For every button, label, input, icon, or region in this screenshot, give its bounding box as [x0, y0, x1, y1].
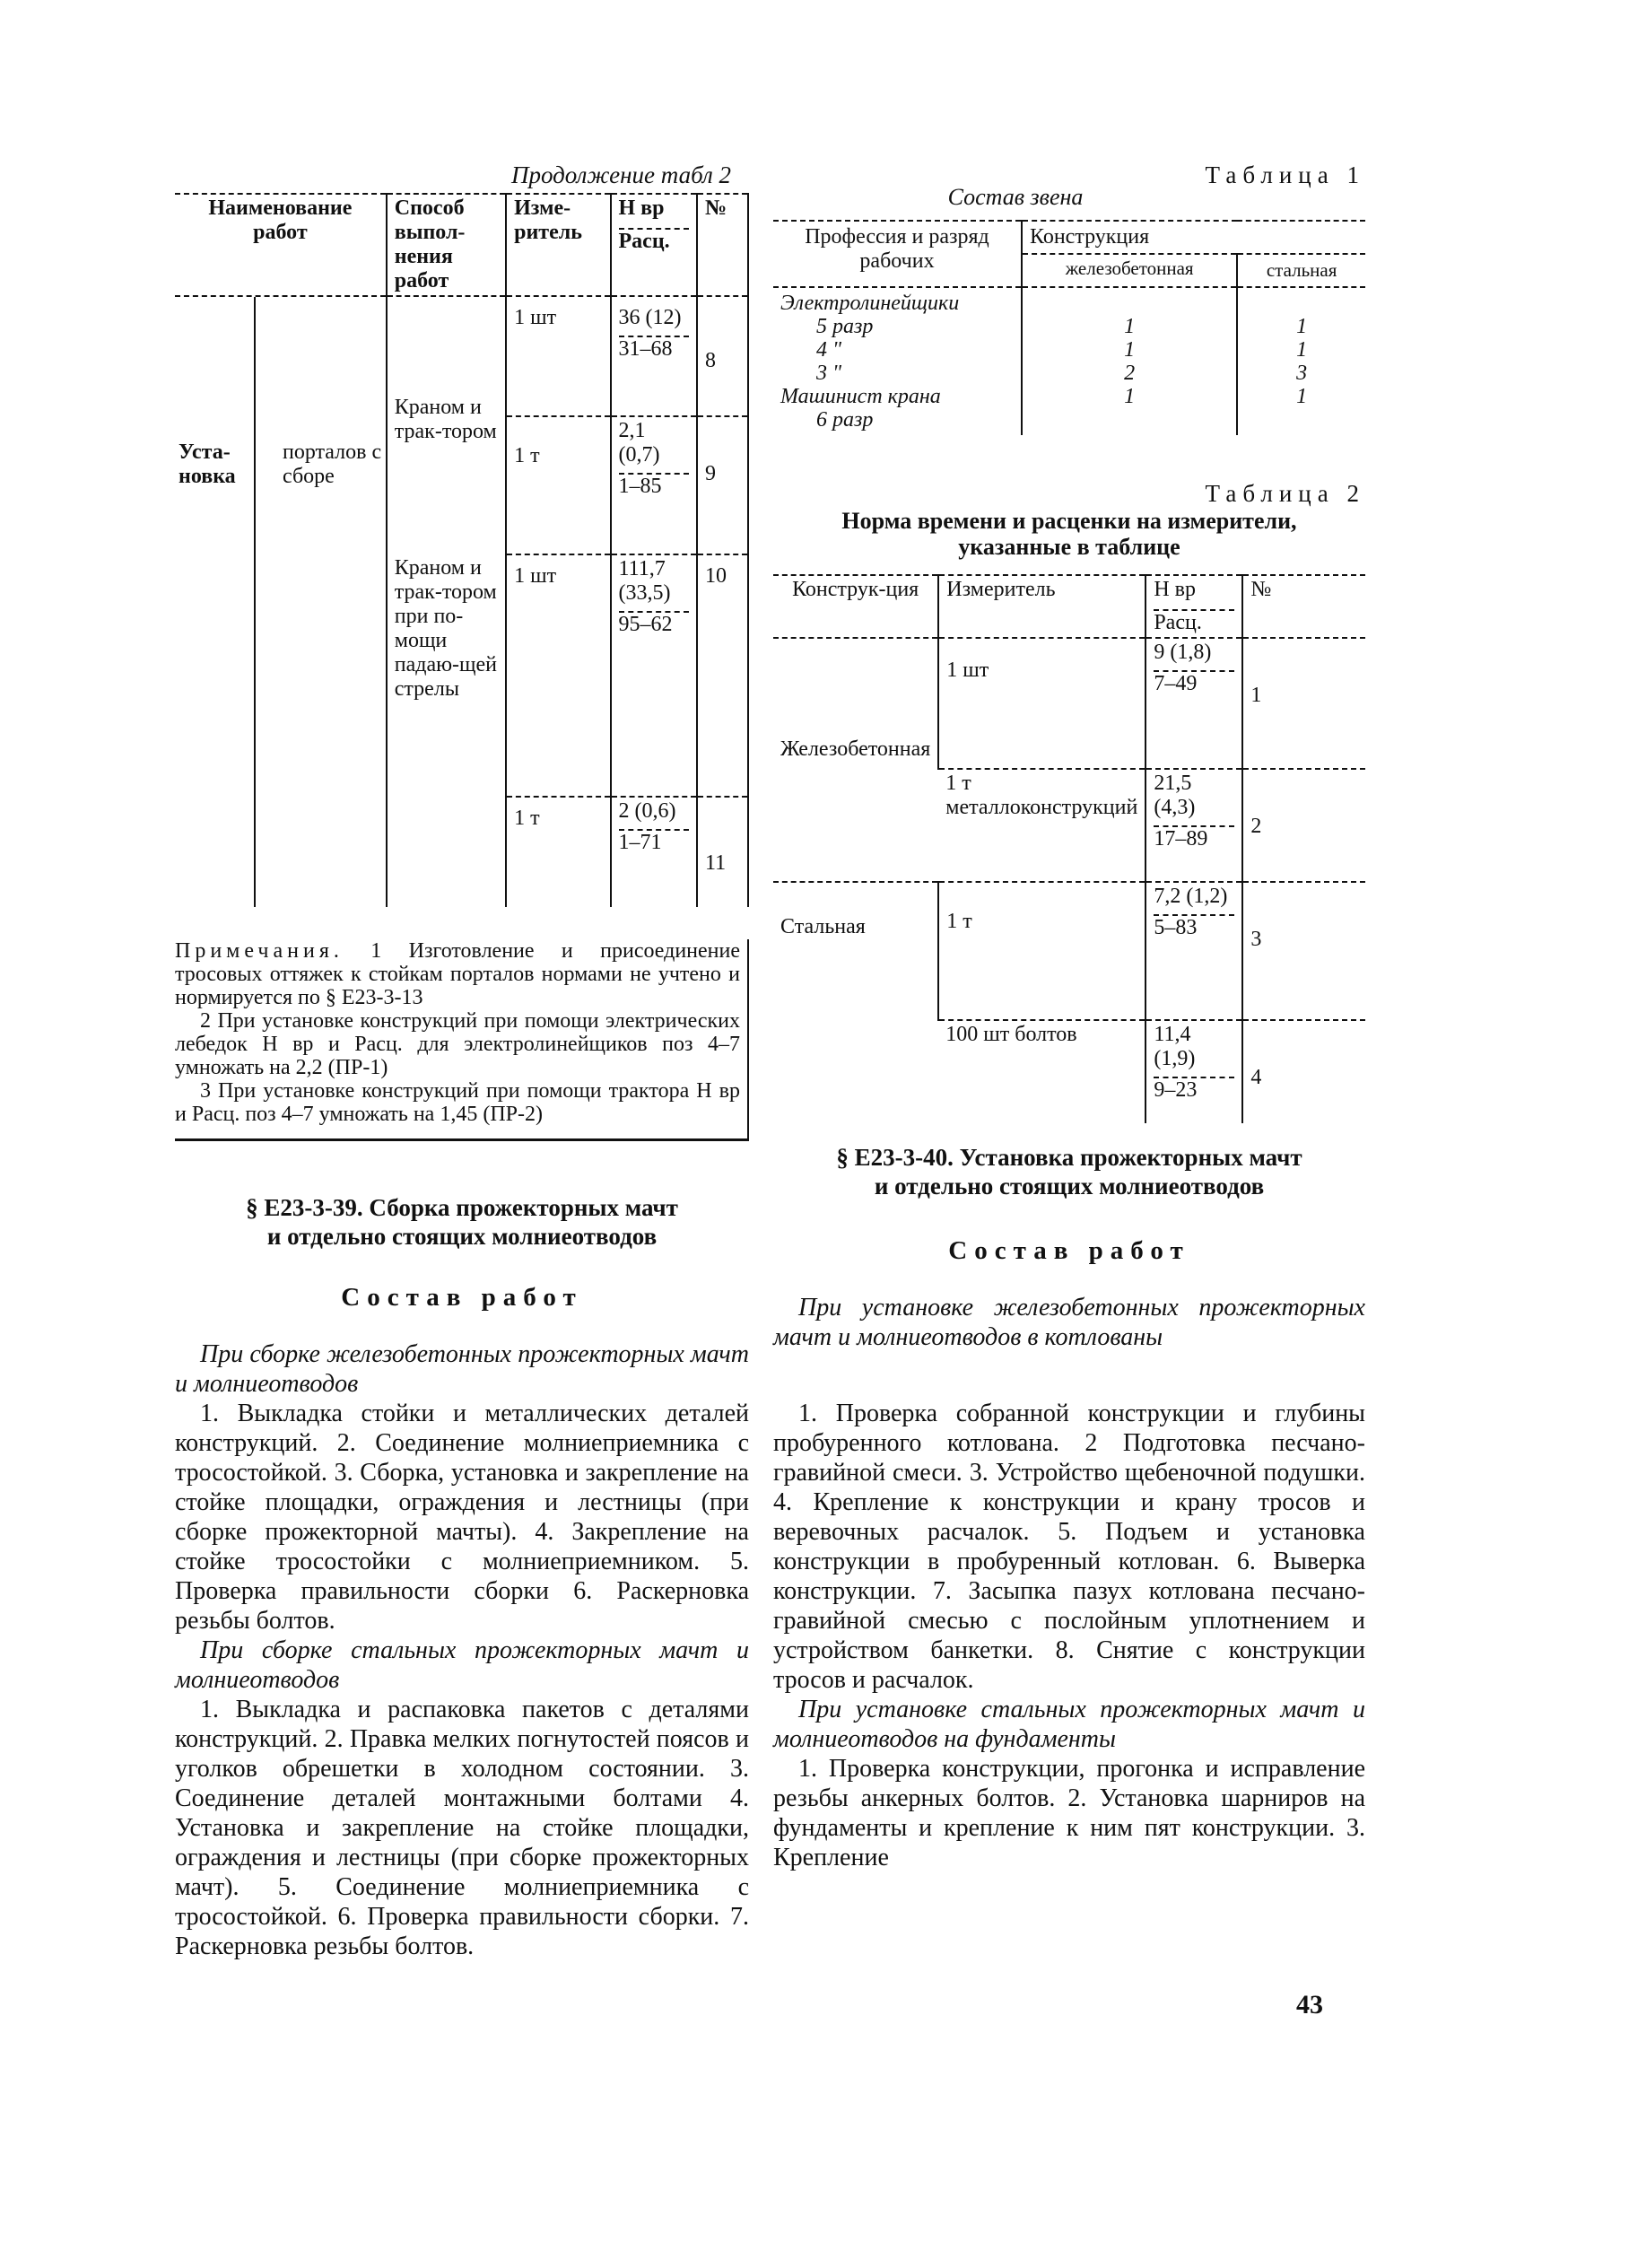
col-header-num: № [1242, 575, 1365, 638]
page-number: 43 [1296, 1990, 1323, 2019]
note-2: 2 При установке конструкций при помощи электрических лебедок Н вр и Расц. для электролинейщиков поз 4–7 умножать на 2,2 (ПР-1) [175, 1009, 740, 1079]
table2-caption-line-2: указанные в таблице [958, 534, 1180, 560]
paragraph-steel: 1. Проверка конструкции, прогонка и исправление резьбы анкерных болтов. 2. Установка шарниров на фундаменты и крепление к ним пят конструкции. 3. Крепление [773, 1755, 1365, 1871]
num-cell: 10 [697, 554, 748, 797]
steel-count: 1 [1296, 385, 1308, 408]
nvr-value: 2 (0,6) [618, 799, 676, 823]
nvr-cell [1146, 882, 1242, 1020]
table1-rc-values [1022, 287, 1237, 435]
grade-label: 5 разр [816, 315, 874, 338]
nvr-value: 7,2 (1,2) [1154, 885, 1228, 908]
crew-composition-table [773, 220, 1365, 435]
rasc-value: 1–85 [619, 473, 690, 499]
nvr-value: 111,7 (33,5) [618, 557, 671, 605]
rasc-value: 95–62 [619, 611, 690, 637]
construction-cell: Стальная [780, 915, 866, 938]
subheading-steel: При сборке стальных прожекторных мачт и молниеотводов [175, 1636, 749, 1694]
col-header-work: Наименование работ [175, 194, 387, 296]
unit-cell: 1 т металлоконструкций [938, 769, 1146, 882]
nvr-value: 9 (1,8) [1154, 641, 1212, 664]
unit-cell: 100 шт болтов [945, 1023, 1077, 1046]
unit-cell: 1 шт [938, 638, 1146, 769]
section-title-line-1: § Е23-3-39. Сборка прожекторных мачт [246, 1194, 678, 1221]
note-1-text: 1 Изготовление и присоединение тросовых оттяжек к стойкам порталов нормами не учтено и нормируется по § Е23-3-13 [175, 939, 741, 1009]
col-header-method: Способ выпол-нения работ [387, 194, 506, 296]
rc-count: 1 [1124, 338, 1136, 362]
subheading-steel: При установке стальных прожекторных мачт и молниеотводов на фундаменты [773, 1696, 1365, 1753]
table-row [773, 638, 1365, 769]
section-title-line-2: и отдельно стоящих молниеотводов [874, 1173, 1265, 1199]
nvr-value: 11,4 (1,9) [1154, 1023, 1196, 1070]
header-nvr-label: Н вр [618, 196, 665, 220]
rc-count: 1 [1124, 315, 1136, 338]
section-title-line-1: § Е23-3-40. Установка прожекторных мачт [836, 1144, 1302, 1171]
method-cell: Краном и трак-тором [387, 296, 506, 554]
table1-header-row [773, 221, 1365, 254]
num-cell: 2 [1242, 769, 1365, 882]
unit-cell: 1 шт [506, 296, 610, 416]
nvr-value: 36 (12) [618, 306, 682, 329]
num-cell: 4 [1242, 1020, 1365, 1123]
table-notes [175, 939, 749, 1141]
section-title-line-2: и отдельно стоящих молниеотводов [266, 1223, 658, 1250]
unit-cell: 1 шт [506, 554, 610, 797]
grade-label: 6 разр [816, 408, 874, 432]
table1-body-row [773, 287, 1365, 435]
paragraph-steel: 1. Выкладка и распаковка пакетов с деталями конструкций. 2. Правка мелких погнутостей поясов и уголков обрешетки в холодном состоянии. 3. Соединение деталей монтажными болтами 4. Установка и закрепление на стойке площадки, ограждения и лестницы (при сборке прожекторных мачт). 5. Соединение молниеприемника с тросостойкой. 6. Проверка правильности сборки. 7. Раскерновка резьбы болтов. [175, 1696, 749, 1960]
rc-count: 1 [1124, 385, 1136, 408]
nvr-cell [1146, 1020, 1242, 1123]
work-group-label: Уста-новка [179, 441, 236, 488]
nvr-cell [1146, 638, 1242, 769]
nvr-cell [1146, 769, 1242, 882]
header-rasc-label: Расц. [1154, 609, 1234, 635]
rasc-value: 1–71 [619, 829, 690, 855]
num-cell: 3 [1242, 882, 1365, 1020]
table2-caption-line-1: Норма времени и расценки на измерители, [841, 508, 1297, 534]
paragraph-rc: 1. Проверка собранной конструкции и глубины пробуренного котлована. 2 Подготовка песчано-гравийной смеси. 3. Устройство щебеночной подушки. 4. Крепление к конструкции и крану тросов и веревочных расчалок. 5. Подъем и установка конструкции в пробуренный котлован. 6. Выверка конструкции. 7. Засыпка пазух котлована песчано-гравийной смесью с послойным уплотнением и устройством банкетки. 8. Снятие с конструкции тросов и расчалок. [773, 1400, 1365, 1694]
installation-norms-table [175, 193, 749, 907]
col-header-profession: Профессия и разряд рабочих [773, 221, 1022, 287]
table-header-row [175, 194, 748, 296]
num-cell: 11 [697, 797, 748, 907]
section-title-e23-3-40 [773, 1143, 1365, 1200]
rasc-value: 5–83 [1154, 914, 1234, 940]
section-title-e23-3-39 [175, 1193, 749, 1251]
table-continuation-caption: Продолжение табл 2 [510, 161, 731, 188]
rasc-value: 31–68 [619, 336, 690, 362]
note-3: 3 При установке конструкций при помощи трактора Н вр и Расц. поз 4–7 умножать на 1,45 (ПР-2) [175, 1079, 740, 1126]
header-nvr-label: Н вр [1154, 578, 1196, 601]
table1-professions-cell [773, 287, 1022, 435]
num-cell: 1 [1242, 638, 1365, 769]
col-header-nvr [1146, 575, 1242, 638]
unit-cell: 1 т [506, 797, 610, 907]
table2-label: Таблица 2 [1205, 480, 1365, 507]
table1-label: Таблица 1 [1205, 161, 1365, 188]
grade-label: 4 " [816, 338, 842, 362]
construction-cell: Железобетонная [773, 638, 938, 882]
col-header-steel: стальная [1237, 254, 1365, 287]
nvr-cell [611, 296, 698, 416]
unit-cell: 1 т [938, 882, 1146, 1020]
work-name-cell [175, 296, 387, 907]
col-header-construction: Конструкция [1022, 221, 1365, 254]
subheading-rc: При установке железобетонных прожекторных мачт и молниеотводов в котлованы [773, 1294, 1365, 1351]
nvr-value: 21,5 (4,3) [1154, 772, 1196, 819]
rasc-value: 7–49 [1154, 670, 1234, 696]
nvr-cell [611, 554, 698, 797]
work-object-label: порталов с сборе [254, 297, 386, 907]
group-electricians: Электролинейщики [780, 292, 960, 315]
work-composition-heading: Состав работ [341, 1283, 583, 1312]
steel-count: 3 [1296, 362, 1308, 385]
rasc-value: 17–89 [1154, 825, 1234, 851]
table-row [175, 296, 748, 416]
table1-steel-values [1237, 287, 1365, 435]
paragraph-rc: 1. Выкладка стойки и металлических деталей конструкций. 2. Соединение молниеприемника с тросостойкой. 3. Сборка, установка и закрепление на стойке площадки, ограждения и лестницы (при сборке прожекторной мачты). 4. Закрепление на стойке тросостойки с молниеприемником. 5. Проверка правильности сборки 6. Раскерновка резьбы болтов. [175, 1400, 749, 1635]
left-body-text [175, 1339, 749, 1961]
col-header-construction: Конструк-ция [773, 575, 938, 638]
header-rasc-label: Расц. [619, 228, 690, 254]
col-header-rc: железобетонная [1022, 254, 1237, 287]
col-header-unit: Измеритель [938, 575, 1146, 638]
num-cell: 8 [697, 296, 748, 416]
table-row [773, 882, 1365, 1020]
table2-caption [773, 508, 1365, 560]
steel-count: 1 [1296, 315, 1308, 338]
col-header-nvr [611, 194, 698, 296]
unit-cell: 1 т [506, 416, 610, 554]
grade-label: 3 " [816, 362, 842, 385]
col-header-num: № [697, 194, 748, 296]
notes-heading: Примечания. [175, 939, 344, 963]
nvr-cell [611, 416, 698, 554]
num-cell: 9 [697, 416, 748, 554]
work-composition-heading: Состав работ [948, 1236, 1190, 1265]
time-norms-table [773, 574, 1365, 1123]
right-column [773, 161, 1365, 1872]
method-cell: Краном и трак-тором при по-мощи падаю-щей стрелы [387, 554, 506, 907]
table2-header-row [773, 575, 1365, 638]
note-1 [175, 939, 740, 1009]
nvr-cell [611, 797, 698, 907]
subheading-rc: При сборке железобетонных прожекторных мачт и молниеотводов [175, 1340, 749, 1398]
right-body-text [773, 1293, 1365, 1872]
table1-caption: Состав звена [947, 184, 1084, 210]
steel-count: 1 [1296, 338, 1308, 362]
rasc-value: 9–23 [1154, 1077, 1234, 1103]
col-header-unit: Изме-ритель [506, 194, 610, 296]
nvr-value: 2,1 (0,7) [618, 419, 660, 467]
group-crane-operator: Машинист крана [780, 385, 941, 408]
left-column [175, 161, 749, 1961]
rc-count: 2 [1124, 362, 1136, 385]
